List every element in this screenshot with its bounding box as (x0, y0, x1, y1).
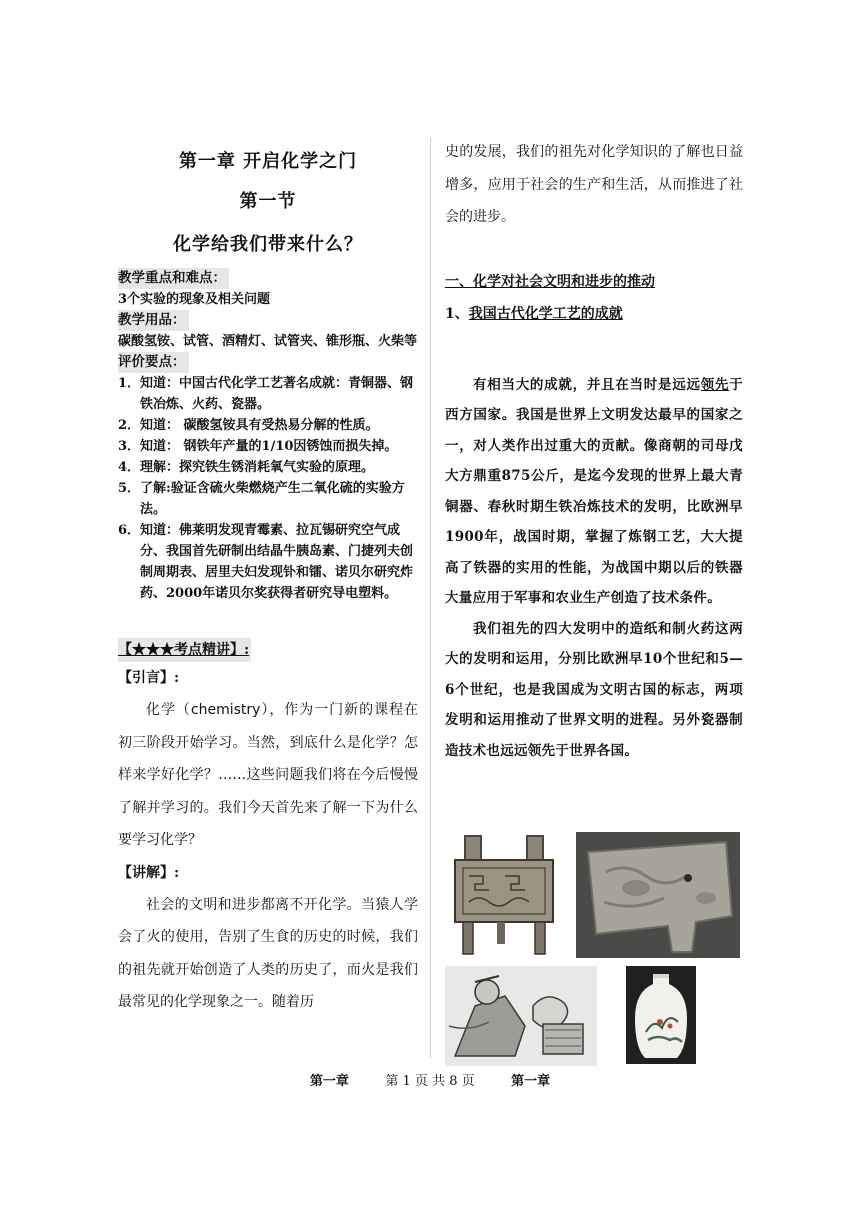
inventions-paragraph: 我们祖先的四大发明中的造纸和制火药这两大的发明和运用，分别比欧洲早10个世纪和5—6个世纪，也是我国成为文明古国的标志，两项发明和运用推动了世界文明的进程。另外瓷器制造技术也远远领先于世界各国。 (445, 620, 743, 759)
eval-label: 评价要点： (118, 352, 189, 373)
section-heading: 一、化学对社会文明和进步的推动 (445, 273, 655, 290)
list-item: 3． 知道： 钢铁年产量的1/10因锈蚀而损失掉。 (118, 439, 398, 454)
list-item: 1． 知道：中国古代化学工艺著名成就：青铜器、钢铁冶炼、火药、瓷器。 (118, 376, 414, 412)
right-column (445, 138, 743, 766)
intro-label: 【引言】: (118, 670, 180, 686)
section-title: 第一节 (239, 191, 297, 212)
porcelain-vase-image (626, 966, 696, 1064)
page-footer (0, 1072, 860, 1092)
continued-paragraph: 史的发展，我们的祖先对化学知识的了解也日益增多，应用于社会的生产和生活，从而推进了社会的进步。 (445, 144, 743, 225)
list-item: 4． 理解：探究铁生锈消耗氧气实验的原理。 (118, 460, 375, 475)
list-item: 6． 知道：佛莱明发现青霉素、拉瓦锡研究空气成分、我国首先研制出结晶牛胰岛素、门捷列夫创制周期表、居里夫妇发现钋和镭、诺贝尔研究炸药、2000年诺贝尔奖获得者研究导电塑料。 (118, 523, 414, 601)
achievements-paragraph: 有相当大的成就，并且在当时是远远领先于西方国家。我国是世界上文明发达最早的国家之一，对人类作出过重大的贡献。像商朝的司母戊大方鼎重875公斤，是迄今发现的世界上最大青铜器、春秋时期生铁冶炼技术的发明，比欧洲早1900年，战国时期，掌握了炼钢工艺，大大提高了铁器的实用的性能，为战国中期以后的铁器大量应用于军事和农业生产创造了技术条件。 (445, 376, 743, 606)
key-points-text: 3个实验的现象及相关问题 (118, 292, 271, 307)
explain-paragraph: 社会的文明和进步都离不开化学。当猿人学会了火的使用，告别了生食的历史的时候，我们的祖先就开始创造了人类的历史了，而火是我们最常见的化学现象之一。随着历 (118, 896, 418, 1010)
papermaking-illustration (445, 966, 597, 1066)
eval-list (118, 373, 418, 604)
subsection-heading: 1、我国古代化学工艺的成就 (445, 305, 623, 322)
footer-right: 第一章 (511, 1074, 551, 1089)
materials-text: 碳酸氢铵、试管、酒精灯、试管夹、锥形瓶、火柴等 (118, 334, 418, 349)
lesson-title: 化学给我们带来什么？ (173, 234, 363, 255)
column-divider (430, 138, 431, 1058)
page-number: 第 1 页 共 8 页 (385, 1074, 475, 1089)
explain-label: 【讲解】: (118, 864, 180, 881)
key-points-label: 教学重点和难点： (118, 268, 229, 289)
list-item: 5． 了解:验证含硫火柴燃烧产生二氧化硫的实验方法。 (118, 481, 405, 517)
iron-tool-image (576, 832, 740, 958)
materials-label: 教学用品： (118, 310, 189, 331)
list-item: 2． 知道： 碳酸氢铵具有受热易分解的性质。 (118, 418, 379, 433)
intro-paragraph: 化学（chemistry），作为一门新的课程在初三阶段开始学习。当然，到底什么是化学？怎样来学好化学？……这些问题我们将在今后慢慢了解并学习的。我们今天首先来了解一下为什么要学习化学？ (118, 702, 418, 848)
bronze-ding-image (445, 832, 563, 958)
left-column (118, 138, 418, 1019)
chapter-title: 第一章 开启化学之门 (178, 151, 358, 172)
kaodian-heading: 【★★★考点精讲】: (118, 638, 251, 662)
footer-left: 第一章 (309, 1074, 349, 1089)
